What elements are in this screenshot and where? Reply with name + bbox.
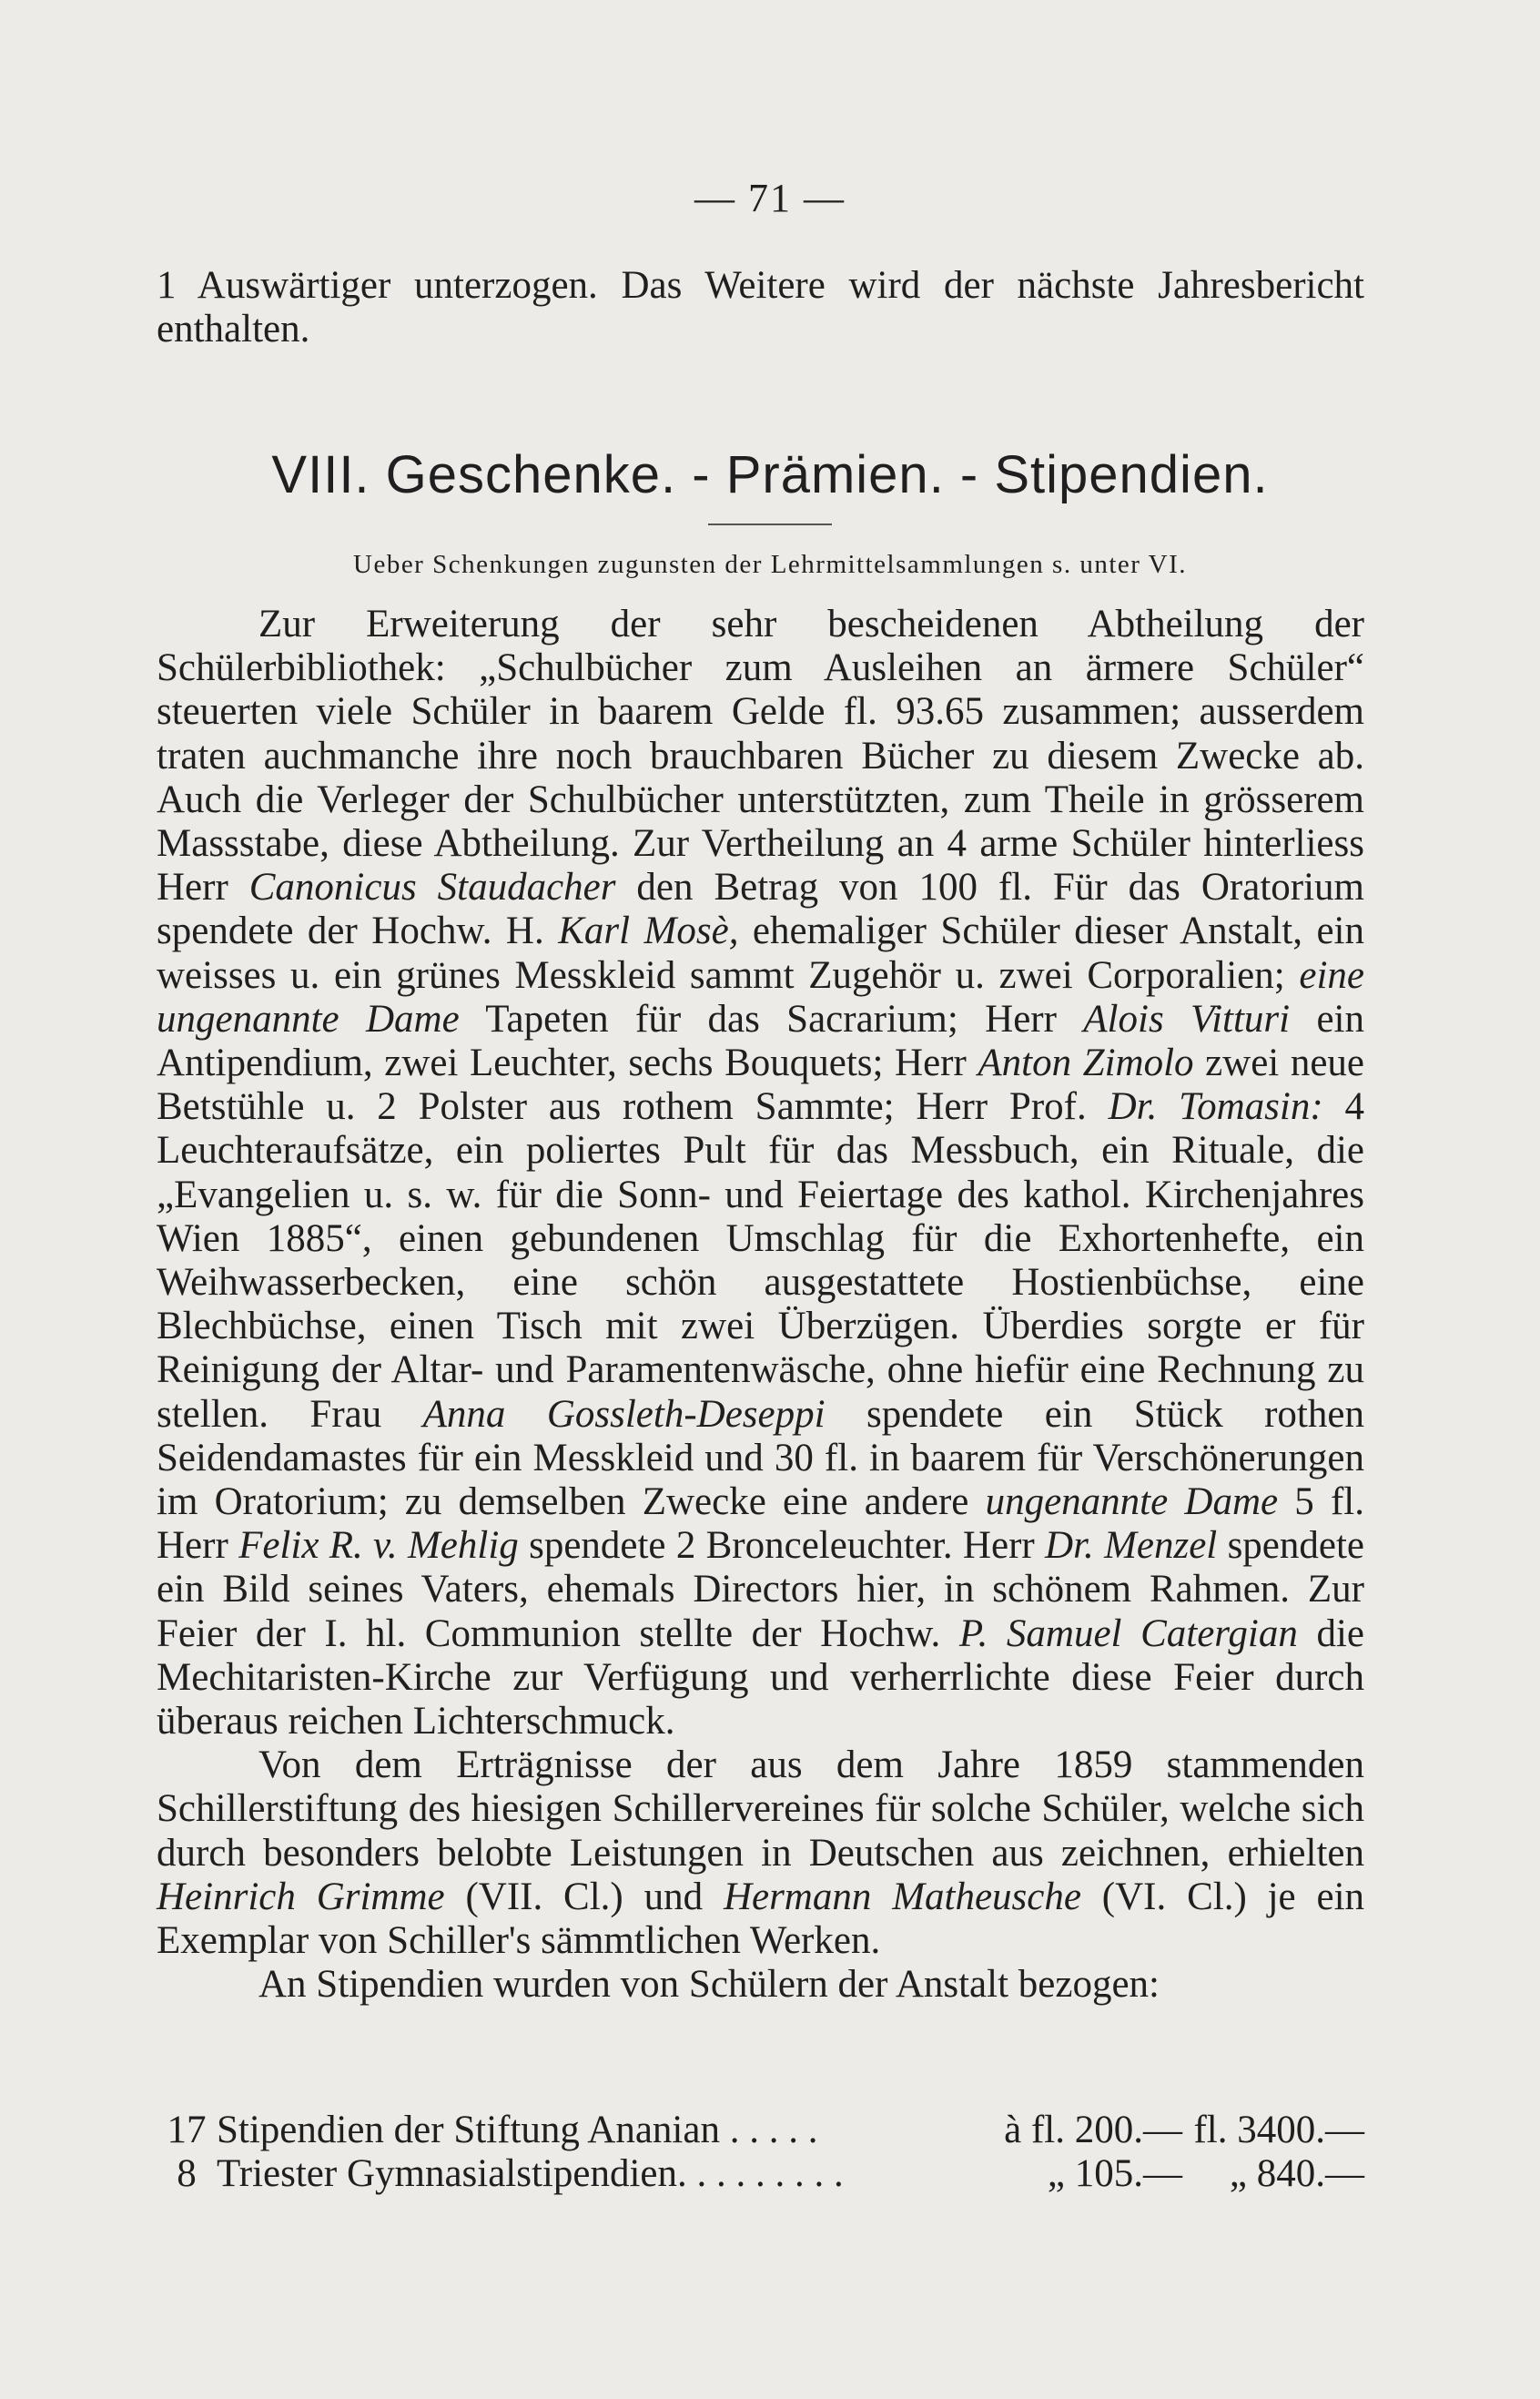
text-run: ehemaliger Schüler dieser Anstalt, ein weisses u. ein grünes Messkleid sammt Zugehör u. zwei Corporalien;	[157, 910, 1364, 997]
text-run: zwei neue Betstühle u. 2 Polster aus rothem Sammte; Herr Prof.	[157, 1042, 1364, 1129]
stipend-row	[157, 2109, 1364, 2152]
donor-name: eine ungenannte Dame	[157, 953, 1364, 1041]
stipend-row	[157, 2152, 1364, 2196]
donor-name: Alois Vitturi	[1083, 997, 1291, 1041]
stipend-count: 8	[177, 2152, 197, 2195]
student-name: Heinrich Grimme	[157, 1875, 445, 1918]
heading-rule	[708, 524, 832, 525]
stipend-total: „ 840.—	[1229, 2152, 1364, 2195]
donor-name: Anna Gossleth-Deseppi	[422, 1392, 826, 1436]
donor-name: Felix R. v. Mehlig	[238, 1524, 519, 1568]
text-run: Tapeten für das Sacrarium; Herr	[459, 997, 1084, 1041]
text-run: 4 Leuchteraufsätze, ein poliertes Pult für das Messbuch, ein Rituale, die „Evangelien u. s. w. für die Sonn- und Feiertage des kathol. Kirchenjahres Wien 1885“, einen gebundenen Umschlag für die Exhortenhefte, ein Weihwasserbecken, eine schön ausgestattete Hostienbüchse, eine Blechbüchse, einen Tisch mit zwei Überzügen. Überdies sorgte er für Reinigung der Altar- und Paramentenwäsche, ohne hiefür eine Rechnung zu stellen. Frau	[157, 1085, 1365, 1436]
stipend-name: Triester Gymnasialstipendien	[217, 2152, 677, 2195]
text-run: spendete 2 Bronceleuchter. Herr	[518, 1524, 1046, 1568]
donor-name: Dr. Tomasin:	[1108, 1085, 1323, 1129]
donor-name: Karl Mosè,	[558, 910, 739, 953]
stipend-name: Stipendien der Stiftung Ananian	[217, 2109, 720, 2151]
text-run: ein Antipendium, zwei Leuchter, sechs Bouquets; Herr	[157, 997, 1364, 1085]
intro-paragraph: 1 Auswärtiger unterzogen. Das Weitere wird der nächste Jahresbericht enthalten.	[157, 264, 1364, 351]
schiller-prize-paragraph	[157, 1743, 1364, 1963]
donor-name: P. Samuel Catergian	[958, 1611, 1298, 1655]
text-run: den Betrag von 100 fl. Für das Oratorium spendete der Hochw. H.	[157, 866, 1364, 953]
stipend-description	[217, 2109, 973, 2152]
dot-leader: . . . . .	[719, 2109, 818, 2151]
donor-name: Canonicus Staudacher	[248, 866, 616, 910]
student-name: Hermann Matheusche	[723, 1875, 1081, 1918]
text-run: Von dem Erträgnisse der aus dem Jahre 1859 stammenden Schillerstiftung des hiesigen Schillervereines für solche Schüler, welche sich durch besonders belobte Leistungen in Deutschen aus zeichnen, erhielten	[157, 1743, 1364, 1875]
donor-name: Anton Zimolo	[978, 1042, 1194, 1085]
stipend-rate: à fl. 200.—	[1004, 2109, 1182, 2151]
donations-paragraph	[157, 603, 1364, 1743]
page-number: — 71 —	[694, 176, 846, 220]
text-run: spendete ein Stück rothen Seidendamastes für ein Messkleid und 30 fl. in baarem für Verschönerungen im Oratorium; zu demselben Zwecke eine andere	[157, 1392, 1364, 1524]
stipend-rate: „ 105.—	[1047, 2152, 1182, 2195]
stipend-total: fl. 3400.—	[1193, 2109, 1364, 2151]
dot-leader: . . . . . . . . .	[677, 2152, 844, 2195]
stipend-count: 17	[167, 2109, 207, 2151]
text-run: die Mechitaristen-Kirche zur Verfügung und verherrlichte diese Feier durch überaus reichen Lichterschmuck.	[157, 1611, 1364, 1743]
text-run: 5 fl. Herr	[157, 1480, 1365, 1568]
text-run: (VI. Cl.) je ein Exemplar von Schiller's sämmtlichen Werken.	[157, 1875, 1365, 1963]
cross-reference-note: Ueber Schenkungen zugunsten der Lehrmittelsammlungen s. unter VI.	[353, 550, 1187, 579]
stipend-description	[217, 2152, 973, 2196]
stipends-intro: An Stipendien wurden von Schülern der Anstalt bezogen:	[258, 1963, 1160, 2007]
text-run: Zur Erweiterung der sehr bescheidenen Abtheilung der Schülerbibliothek: „Schulbücher zum Ausleihen an ärmere Schüler“ steuerten viele Schüler in baarem Gelde fl. 93.65 zusammen; ausserdem traten auchmanche ihre noch brauchbaren Bücher zu diesem Zwecke ab. Auch die Verleger der Schulbücher unterstützten, zum Theile in grösserem Massstabe, diese Abtheilung. Zur Vertheilung an 4 arme Schüler hinterliess Herr	[157, 603, 1364, 910]
donor-name: Dr. Menzel	[1045, 1524, 1218, 1568]
text-run: spendete ein Bild seines Vaters, ehemals Directors hier, in schönem Rahmen. Zur Feier der I. hl. Communion stellte der Hochw.	[157, 1524, 1365, 1655]
stipends-table	[157, 2109, 1364, 2196]
section-heading: VIII. Geschenke. - Prämien. - Stipendien.	[271, 445, 1269, 504]
text-run: (VII. Cl.) und	[444, 1875, 724, 1918]
donor-name: ungenannte Dame	[985, 1480, 1279, 1524]
main-text	[157, 603, 1364, 2008]
